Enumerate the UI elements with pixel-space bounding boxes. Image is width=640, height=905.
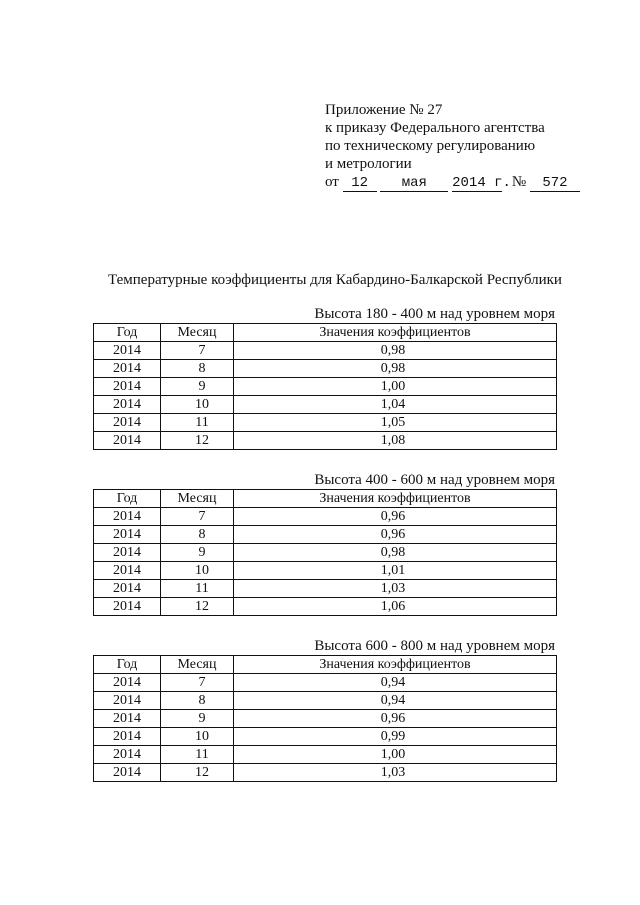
table-header-row [94, 490, 557, 508]
appendix-header [325, 101, 580, 192]
year-cell: 2014 [94, 508, 161, 526]
month-column-header: Месяц [161, 324, 234, 342]
month-cell: 11 [161, 414, 234, 432]
altitude-label: Высота 180 - 400 м над уровнем моря [314, 306, 555, 322]
year-cell: 2014 [94, 562, 161, 580]
month-column-header: Месяц [161, 490, 234, 508]
agency-line-2: и метрологии [325, 156, 412, 172]
table-row [94, 764, 557, 782]
table-row [94, 674, 557, 692]
coefficient-cell: 0,94 [234, 674, 557, 692]
year-column-header: Год [94, 324, 161, 342]
table-row [94, 728, 557, 746]
coefficient-cell: 0,96 [234, 508, 557, 526]
coefficient-cell: 0,96 [234, 710, 557, 728]
year-cell: 2014 [94, 598, 161, 616]
table-row [94, 360, 557, 378]
year-cell: 2014 [94, 692, 161, 710]
coefficient-cell: 1,03 [234, 764, 557, 782]
value-column-header: Значения коэффициентов [234, 324, 557, 342]
month-cell: 11 [161, 580, 234, 598]
table-row [94, 580, 557, 598]
year-cell: 2014 [94, 746, 161, 764]
year-cell: 2014 [94, 526, 161, 544]
altitude-section [93, 472, 556, 616]
coefficient-cell: 0,98 [234, 544, 557, 562]
year-cell: 2014 [94, 396, 161, 414]
month-cell: 9 [161, 710, 234, 728]
number-label: № [511, 174, 527, 190]
table-header-row [94, 656, 557, 674]
coefficient-cell: 1,08 [234, 432, 557, 450]
table-row [94, 508, 557, 526]
month-cell: 12 [161, 432, 234, 450]
agency-line: по техническому регулированию [325, 138, 536, 154]
month-cell: 7 [161, 342, 234, 360]
table-row [94, 692, 557, 710]
month-cell: 10 [161, 396, 234, 414]
month-cell: 7 [161, 674, 234, 692]
month-cell: 7 [161, 508, 234, 526]
table-row [94, 414, 557, 432]
order-year: 2014 г. [452, 175, 511, 191]
year-cell: 2014 [94, 544, 161, 562]
order-month: мая [380, 176, 448, 192]
coefficient-cell: 1,00 [234, 378, 557, 396]
order-reference-line: к приказу Федерального агентства [325, 120, 545, 136]
year-cell: 2014 [94, 414, 161, 432]
document-title: Температурные коэффициенты для Кабардино-Балкарской Республики [108, 272, 562, 288]
coefficient-cell: 0,98 [234, 342, 557, 360]
year-cell: 2014 [94, 432, 161, 450]
coefficient-cell: 0,98 [234, 360, 557, 378]
year-column-header: Год [94, 490, 161, 508]
order-number: 572 [530, 176, 580, 192]
value-column-header: Значения коэффициентов [234, 490, 557, 508]
month-cell: 12 [161, 598, 234, 616]
order-date-line [325, 173, 580, 192]
order-day: 12 [343, 176, 377, 192]
table-row [94, 710, 557, 728]
table-row [94, 746, 557, 764]
year-cell: 2014 [94, 378, 161, 396]
coefficient-cell: 1,00 [234, 746, 557, 764]
table-row [94, 526, 557, 544]
table-row [94, 598, 557, 616]
table-row [94, 396, 557, 414]
altitude-section [93, 306, 556, 450]
altitude-section [93, 638, 556, 782]
coefficient-cell: 0,96 [234, 526, 557, 544]
coefficient-cell: 1,01 [234, 562, 557, 580]
coefficient-cell: 1,05 [234, 414, 557, 432]
month-cell: 10 [161, 728, 234, 746]
month-cell: 11 [161, 746, 234, 764]
coefficient-cell: 0,99 [234, 728, 557, 746]
table-row [94, 432, 557, 450]
table-row [94, 378, 557, 396]
table-row [94, 342, 557, 360]
from-label: от [325, 174, 339, 190]
table-row [94, 562, 557, 580]
value-column-header: Значения коэффициентов [234, 656, 557, 674]
coefficients-table [93, 323, 557, 450]
year-cell: 2014 [94, 674, 161, 692]
year-cell: 2014 [94, 710, 161, 728]
appendix-number: Приложение № 27 [325, 102, 443, 118]
year-cell: 2014 [94, 580, 161, 598]
coefficient-cell: 1,04 [234, 396, 557, 414]
year-cell: 2014 [94, 342, 161, 360]
year-column-header: Год [94, 656, 161, 674]
year-cell: 2014 [94, 764, 161, 782]
month-cell: 9 [161, 544, 234, 562]
month-cell: 10 [161, 562, 234, 580]
coefficients-table [93, 655, 557, 782]
month-cell: 8 [161, 692, 234, 710]
coefficients-table [93, 489, 557, 616]
coefficient-cell: 1,03 [234, 580, 557, 598]
altitude-label: Высота 400 - 600 м над уровнем моря [314, 472, 555, 488]
table-row [94, 544, 557, 562]
year-cell: 2014 [94, 360, 161, 378]
month-cell: 8 [161, 526, 234, 544]
month-cell: 9 [161, 378, 234, 396]
year-cell: 2014 [94, 728, 161, 746]
month-column-header: Месяц [161, 656, 234, 674]
coefficient-cell: 1,06 [234, 598, 557, 616]
altitude-label: Высота 600 - 800 м над уровнем моря [314, 638, 555, 654]
coefficient-cell: 0,94 [234, 692, 557, 710]
table-header-row [94, 324, 557, 342]
month-cell: 12 [161, 764, 234, 782]
month-cell: 8 [161, 360, 234, 378]
